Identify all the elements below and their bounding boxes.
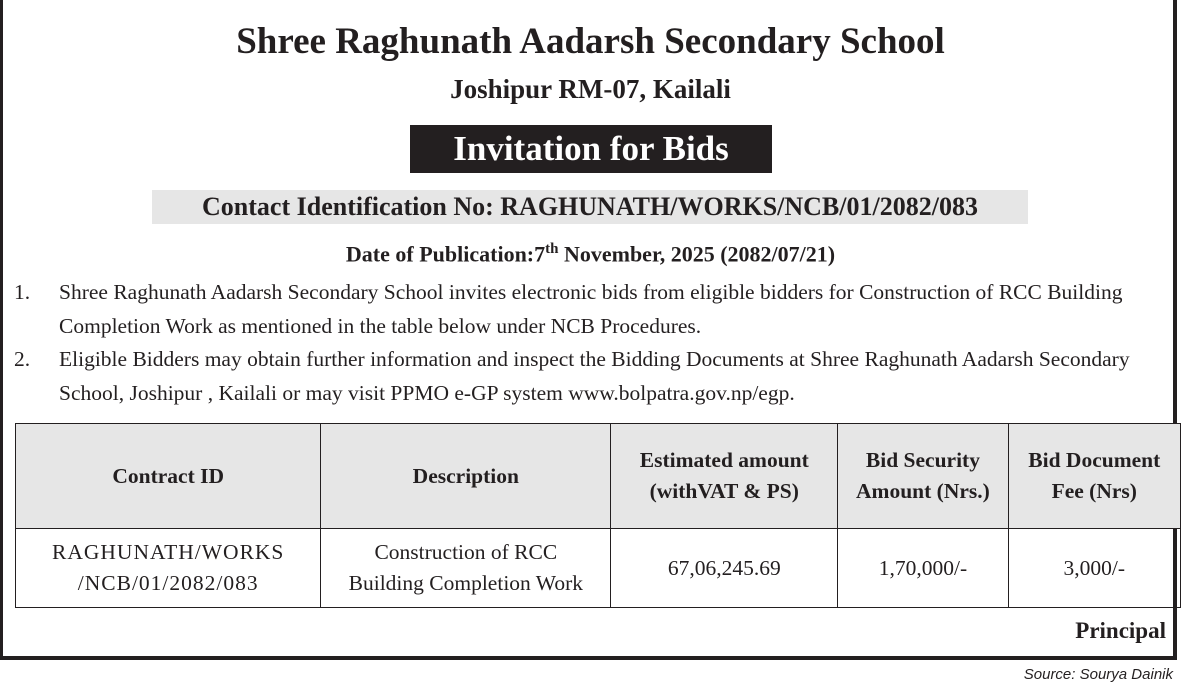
cell-document-fee: 3,000/- bbox=[1008, 529, 1180, 608]
item-text: Shree Raghunath Aadarsh Secondary School invites electronic bids from eligible bidders for Construction of RCC Building Completion Work as mentioned in the table below under NCB Procedures. bbox=[59, 280, 1123, 338]
school-name: Shree Raghunath Aadarsh Secondary School bbox=[236, 21, 945, 62]
item-text: Eligible Bidders may obtain further information and inspect the Bidding Documents at Shree Raghunath Aadarsh Secondary School, Joshipur , Kailali or may visit PPMO e-GP system www.bolpatra.gov.np/egp. bbox=[59, 347, 1130, 405]
item-number: 2. bbox=[14, 347, 31, 371]
header-description: Description bbox=[321, 424, 611, 529]
item-number: 1. bbox=[14, 280, 31, 304]
school-address: Joshipur RM-07, Kailali bbox=[450, 74, 731, 104]
date-rest: November, 2025 (2082/07/21) bbox=[558, 241, 836, 267]
header-estimated-amount: Estimated amount (withVAT & PS) bbox=[611, 424, 838, 529]
header-document-fee: Bid Document Fee (Nrs) bbox=[1008, 424, 1180, 529]
bid-table bbox=[15, 423, 1181, 608]
header-contract-id: Contract ID bbox=[16, 424, 321, 529]
cell-contract-id: RAGHUNATH/WORKS /NCB/01/2082/083 bbox=[16, 529, 321, 608]
date-label: Date of Publication:7 bbox=[345, 241, 546, 267]
publication-date bbox=[0, 241, 1181, 267]
cell-bid-security: 1,70,000/- bbox=[838, 529, 1008, 608]
header-bid-security: Bid Security Amount (Nrs.) bbox=[838, 424, 1008, 529]
contract-identification: Contact Identification No: RAGHUNATH/WORKS/NCB/01/2082/083 bbox=[152, 190, 1028, 224]
source-credit: Source: Sourya Dainik bbox=[1023, 666, 1173, 683]
list-item bbox=[14, 343, 1169, 410]
date-sup: th bbox=[545, 241, 559, 257]
table-header-row bbox=[16, 424, 1181, 529]
signature: Principal bbox=[1075, 618, 1166, 643]
cell-description: Construction of RCC Building Completion Work bbox=[321, 529, 611, 608]
cell-estimated-amount: 67,06,245.69 bbox=[611, 529, 838, 608]
notice-title: Invitation for Bids bbox=[410, 125, 772, 173]
list-item bbox=[14, 276, 1169, 343]
table-row bbox=[16, 529, 1181, 608]
